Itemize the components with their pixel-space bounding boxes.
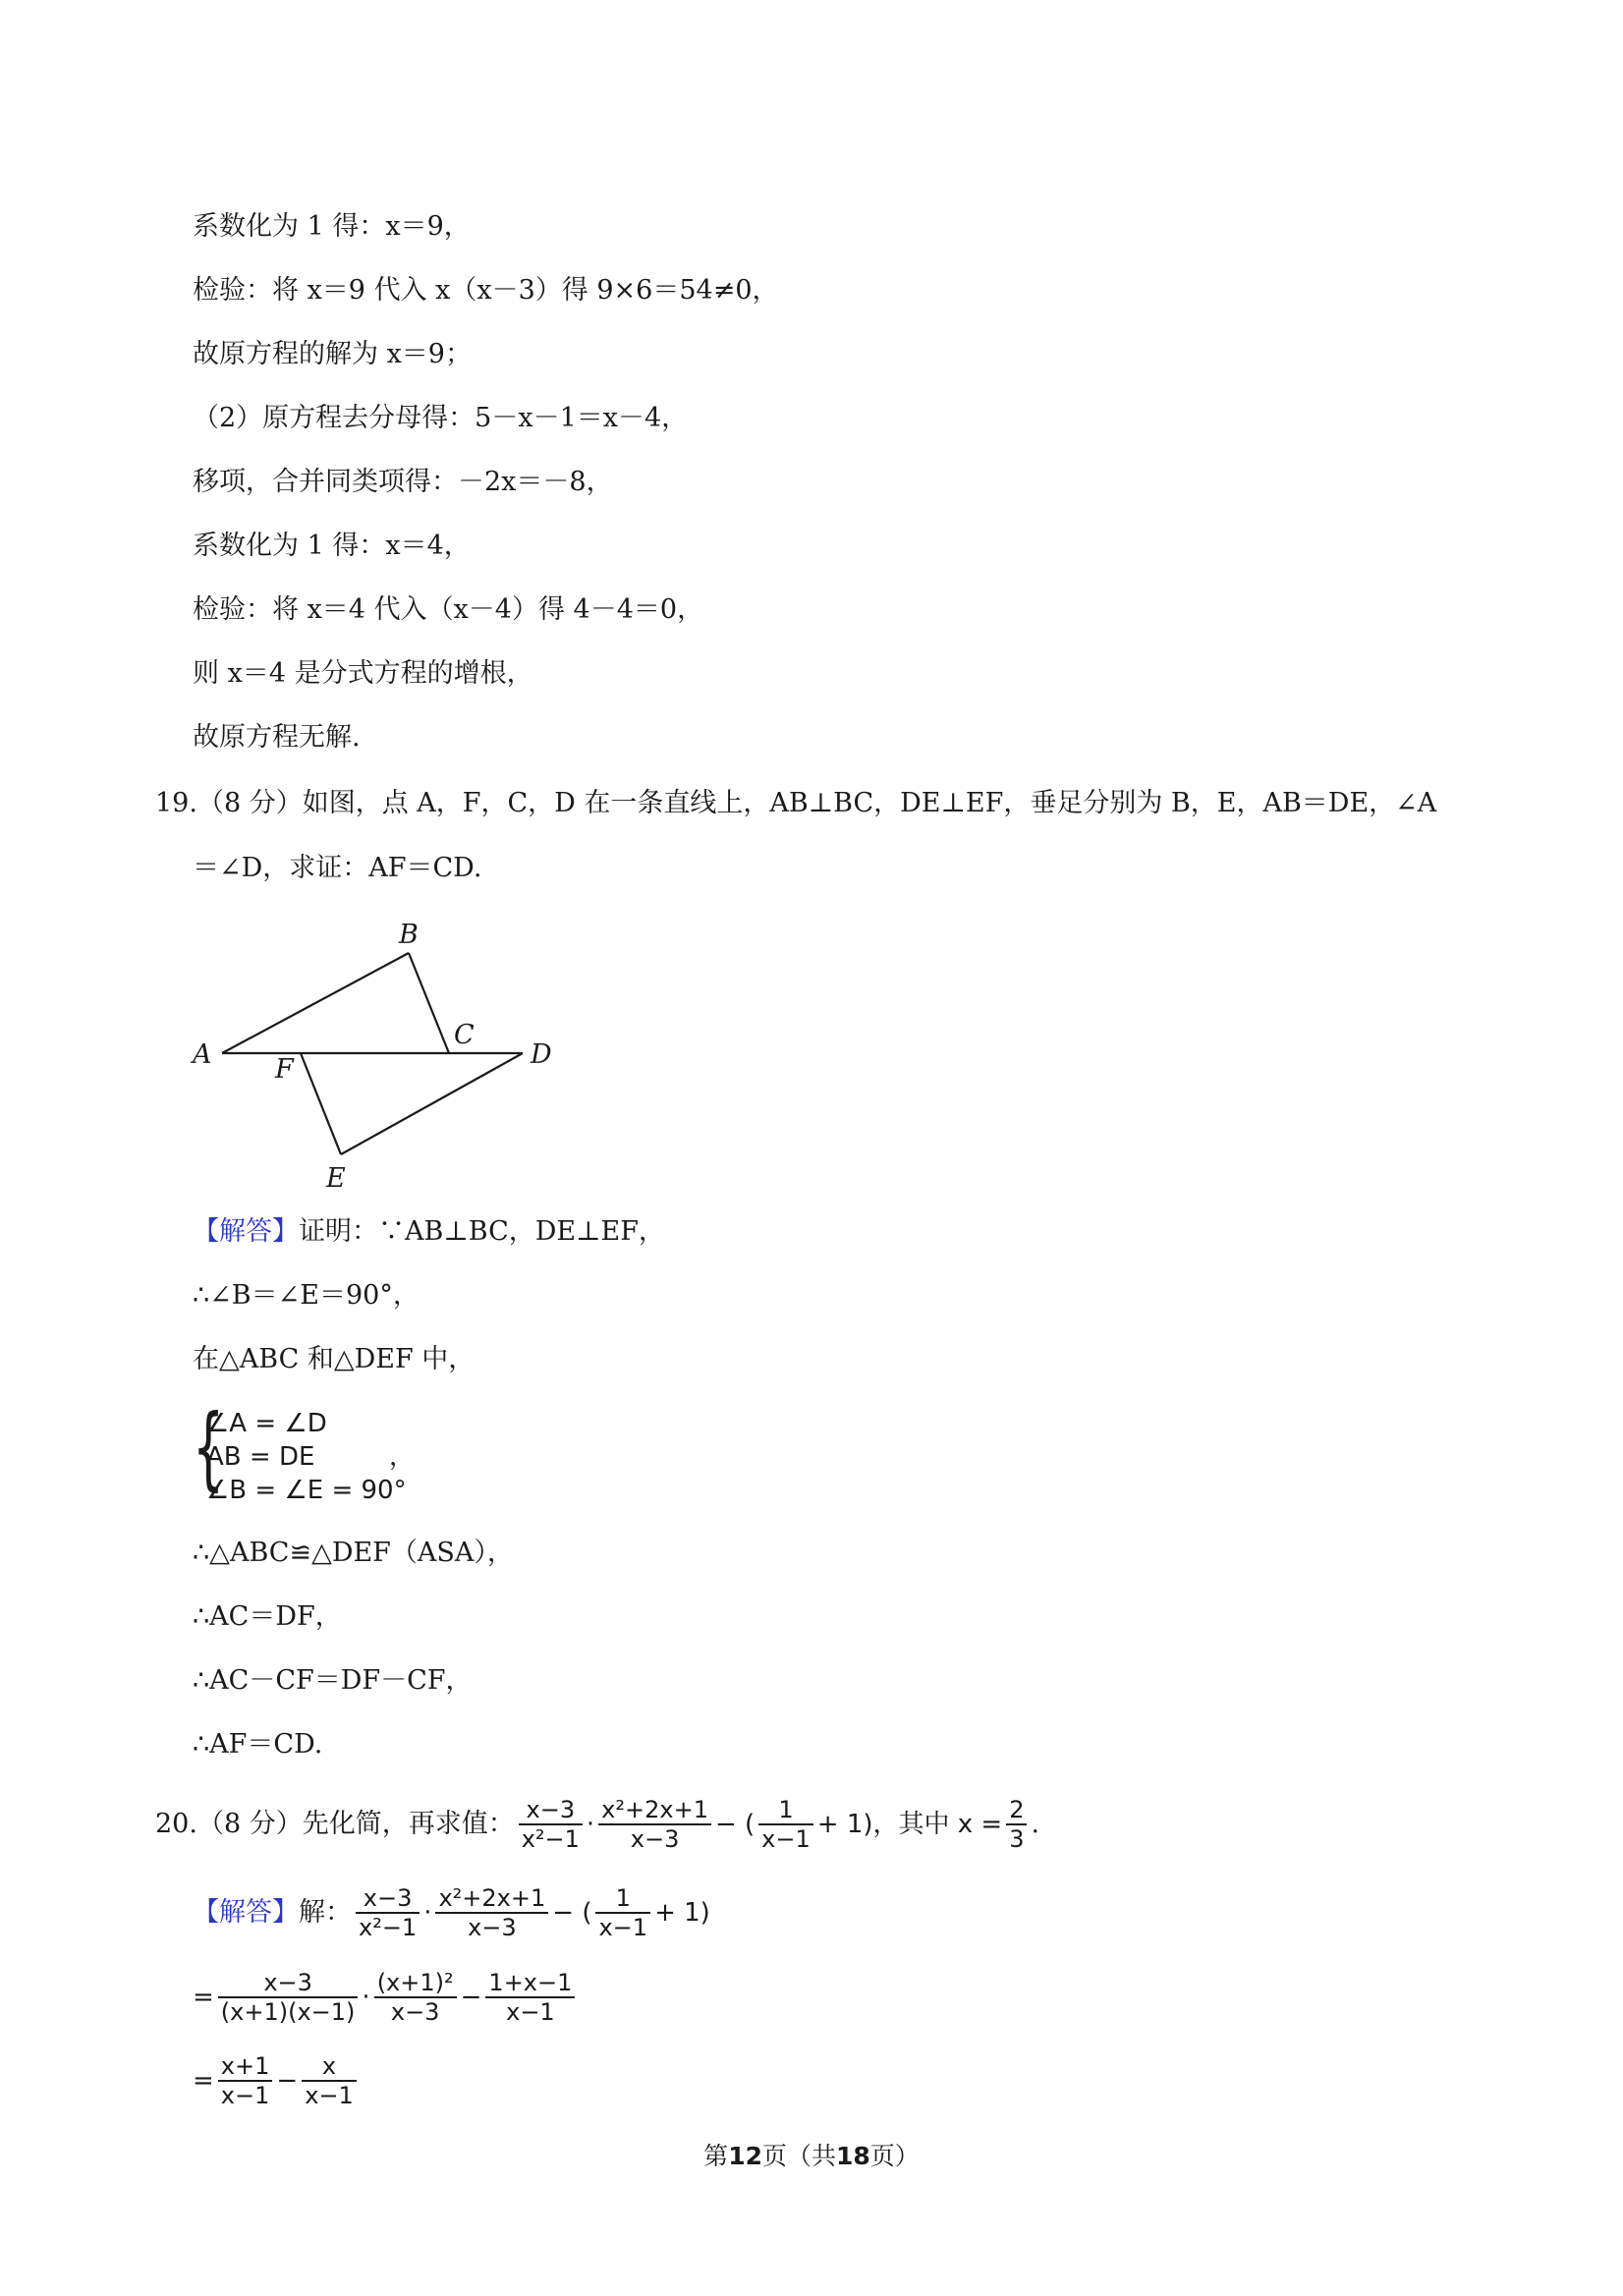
label-f: F — [275, 1054, 294, 1085]
solution-text: 证明：∵AB⊥BC，DE⊥EF， — [299, 1216, 665, 1247]
fraction: $\frac{x-3}{\text{x²−1}}$ — [356, 1884, 420, 1941]
equation-system — [193, 1395, 416, 1515]
operator: − — [460, 1983, 482, 2012]
label-b: B — [399, 920, 419, 950]
dot-operator: · — [362, 1983, 370, 2012]
label-e: E — [326, 1163, 346, 1194]
solution-19-line: 在△ABC 和△DEF 中， — [193, 1344, 476, 1374]
segment-ed — [341, 1053, 523, 1154]
text-line: （2）原方程去分母得：5－x－1＝x－4， — [193, 403, 689, 433]
fraction: $\frac{\text{(x+1)²}}{x-3}$ — [374, 1969, 457, 2026]
segment-fe — [301, 1053, 341, 1154]
operator: − ( — [552, 1898, 592, 1928]
solution-19-line: ∴AF＝CD. — [193, 1729, 323, 1760]
text-line: 检验：将 x＝4 代入（x－4）得 4－4＝0， — [193, 594, 704, 625]
solution-lead: 解： — [299, 1897, 352, 1928]
system-row: ∠A = ∠D — [206, 1409, 327, 1438]
solution-19-line — [193, 1216, 665, 1248]
question-19-line-1: 19.（8 分）如图，点 A，F，C，D 在一条直线上，AB⊥BC，DE⊥EF，垂足分别为 B，E，AB＝DE，∠A — [155, 788, 1437, 818]
page-number: 12 — [728, 2142, 762, 2170]
solution-20-line-3 — [193, 2046, 361, 2115]
question-19-line-2: ＝∠D，求证：AF＝CD. — [193, 853, 482, 883]
dot-operator: · — [586, 1810, 595, 1839]
page-footer: 第12页（共18页） — [703, 2142, 920, 2170]
solution-19-line: ∴△ABC≌△DEF（ASA）， — [193, 1538, 514, 1568]
system-comma: ， — [389, 1442, 416, 1472]
segment-bc — [409, 953, 449, 1053]
fraction: $\frac{1}{x-1}$ — [595, 1884, 650, 1941]
operator: − ( — [714, 1810, 756, 1839]
system-row: AB = DE — [206, 1442, 315, 1472]
text-line: 移项，合并同类项得：－2x＝－8， — [193, 467, 613, 497]
question-20-line — [155, 1790, 1039, 1859]
fraction: $\frac{1}{x-1}$ — [758, 1796, 813, 1853]
dot-operator: · — [423, 1898, 432, 1928]
period: . — [1031, 1809, 1040, 1839]
operator: + 1)，其中 x = — [816, 1810, 1003, 1839]
fraction: $\frac{1+x-1}{x-1}$ — [485, 1969, 575, 2026]
fraction: $\frac{x-3}{\text{x²−1}}$ — [519, 1796, 583, 1853]
text-line: 故原方程无解. — [193, 722, 361, 753]
system-row: ∠B = ∠E = 90° — [206, 1476, 407, 1505]
text-line: 则 x＝4 是分式方程的增根， — [193, 658, 533, 689]
text-line: 系数化为 1 得：x＝9， — [193, 211, 471, 242]
segment-ab — [222, 953, 409, 1053]
label-d: D — [531, 1039, 552, 1070]
answer-tag: 【解答】 — [193, 1216, 299, 1247]
total-pages: 18 — [836, 2142, 870, 2170]
answer-tag: 【解答】 — [193, 1897, 299, 1928]
fraction: $\frac{x-3}{(x+1)(x-1)}$ — [218, 1969, 359, 2026]
equals-sign: = — [193, 2066, 214, 2096]
operator: + 1) — [654, 1898, 710, 1928]
fraction: $\frac{x+1}{x-1}$ — [218, 2052, 273, 2109]
question-20-prefix: 20.（8 分）先化简，再求值： — [155, 1809, 515, 1839]
fraction: $\frac{\text{x²+2x+1}}{x-3}$ — [598, 1796, 711, 1853]
solution-19-line: ∴AC－CF＝DF－CF， — [193, 1665, 473, 1696]
solution-20-line-2 — [193, 1963, 579, 2032]
fraction: $\frac{2}{3}$ — [1006, 1796, 1027, 1853]
equals-sign: = — [193, 1983, 214, 2012]
text-line: 检验：将 x＝9 代入 x（x－3）得 9×6＝54≠0， — [193, 275, 779, 306]
solution-20-line-1 — [193, 1878, 710, 1947]
text-line: 系数化为 1 得：x＝4， — [193, 531, 471, 561]
left-brace: { — [193, 1395, 225, 1500]
operator: − — [276, 2066, 299, 2096]
geometry-figure — [177, 909, 570, 1194]
solution-19-line: ∴∠B＝∠E＝90°， — [193, 1280, 420, 1311]
fraction: $\frac{x}{x-1}$ — [302, 2052, 357, 2109]
label-c: C — [454, 1020, 475, 1050]
text-line: 故原方程的解为 x＝9； — [193, 339, 472, 369]
solution-19-line: ∴AC＝DF， — [193, 1601, 342, 1632]
label-a: A — [193, 1039, 212, 1070]
fraction: $\frac{\text{x²+2x+1}}{x-3}$ — [435, 1884, 548, 1941]
